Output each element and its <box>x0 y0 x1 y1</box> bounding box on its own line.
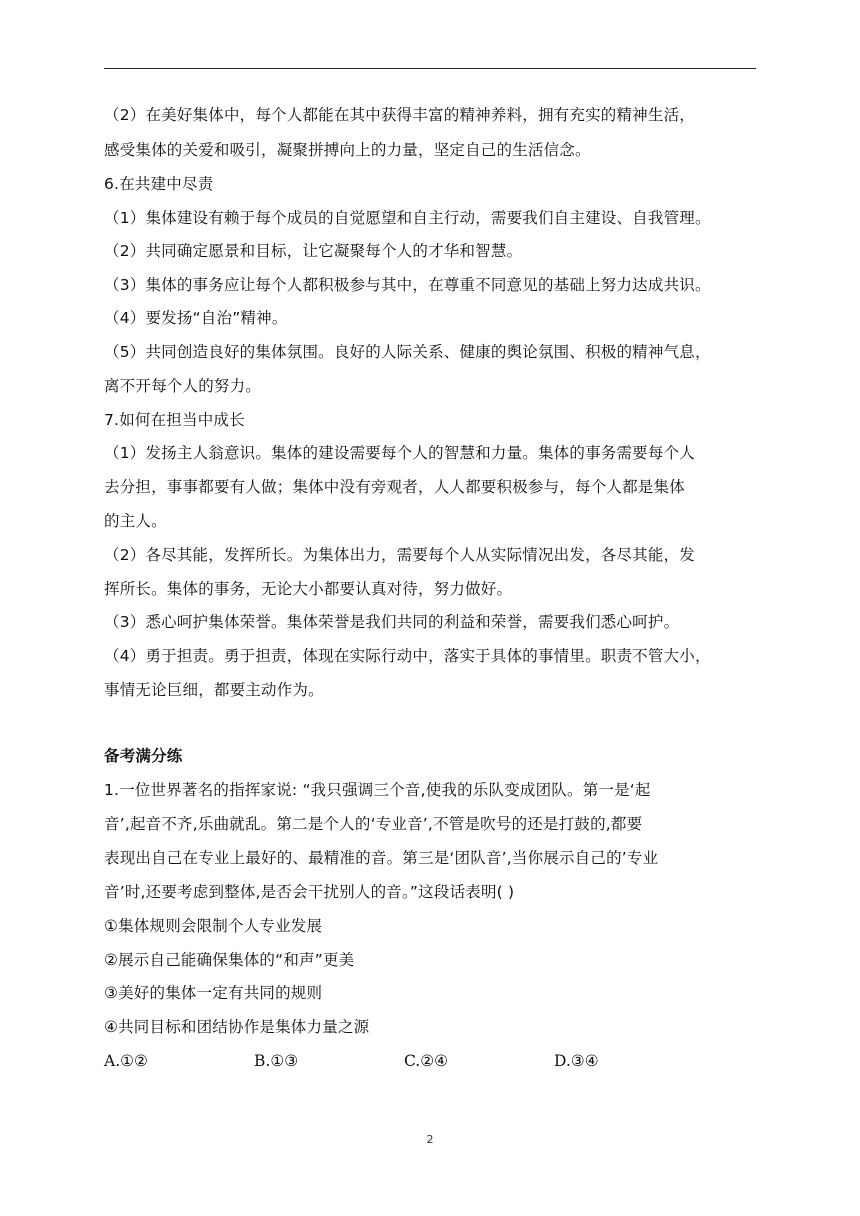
option-a: A.①② <box>104 1052 148 1070</box>
statement-4: ④共同目标和团结协作是集体力量之源 <box>104 1018 370 1036</box>
text-line: （3）集体的事务应让每个人都积极参与其中，在尊重不同意见的基础上努力达成共识。 <box>104 276 711 294</box>
text-line: （4）要发扬“自治”精神。 <box>104 309 288 327</box>
text-line: （2）在美好集体中，每个人都能在其中获得丰富的精神养料，拥有充实的精神生活， <box>104 106 695 124</box>
question-line: 1.一位世界著名的指挥家说: “我只强调三个音,使我的乐队变成团队。第一是‘起 <box>104 781 651 799</box>
text-line: （4）勇于担责。勇于担责，体现在实际行动中，落实于具体的事情里。职责不管大小， <box>104 647 711 665</box>
text-line: 感受集体的关爱和吸引，凝聚拼搏向上的力量，坚定自己的生活信念。 <box>104 141 591 159</box>
question-line: 音’,起音不齐,乐曲就乱。第二是个人的‘专业音’,不管是吹号的还是打鼓的,都要 <box>104 815 643 833</box>
section-heading: 7.如何在担当中成长 <box>104 411 245 429</box>
option-b: B.①③ <box>254 1052 299 1070</box>
text-line: （1）发扬主人翁意识。集体的建设需要每个人的智慧和力量。集体的事务需要每个人 <box>104 444 695 462</box>
statement-1: ①集体规则会限制个人专业发展 <box>104 917 323 935</box>
text-line: 挥所长。集体的事务，无论大小都要认真对待，努力做好。 <box>104 580 513 598</box>
question-line: 表现出自己在专业上最好的、最精准的音。第三是‘团队音’,当你展示自己的’专业 <box>104 849 659 867</box>
text-line: （2）共同确定愿景和目标，让它凝聚每个人的才华和智慧。 <box>104 242 523 260</box>
option-d: D.③④ <box>554 1052 599 1070</box>
question-line: 音’时,还要考虑到整体,是否会干扰别人的音。”这段话表明( ) <box>104 883 515 901</box>
statement-3: ③美好的集体一定有共同的规则 <box>104 984 323 1002</box>
text-line: （5）共同创造良好的集体氛围。良好的人际关系、健康的舆论氛围、积极的精神气息， <box>104 343 711 361</box>
page-number: 2 <box>426 1133 434 1146</box>
statement-2: ②展示自己能确保集体的“和声”更美 <box>104 951 355 969</box>
text-line: 的主人。 <box>104 512 167 530</box>
text-line: （2）各尽其能，发挥所长。为集体出力，需要每个人从实际情况出发，各尽其能，发 <box>104 546 695 564</box>
option-c: C.②④ <box>404 1052 449 1070</box>
header-rule <box>104 68 756 69</box>
text-line: 去分担，事事都要有人做；集体中没有旁观者，人人都要积极参与，每个人都是集体 <box>104 478 685 496</box>
text-line: （1）集体建设有赖于每个成员的自觉愿望和自主行动，需要我们自主建设、自我管理。 <box>104 209 711 227</box>
section-heading: 6.在共建中尽责 <box>104 175 214 193</box>
text-line: （3）悉心呵护集体荣誉。集体荣誉是我们共同的利益和荣誉，需要我们悉心呵护。 <box>104 613 680 631</box>
text-line: 离不开每个人的努力。 <box>104 377 262 395</box>
exercise-heading: 备考满分练 <box>104 747 183 765</box>
text-line: 事情无论巨细，都要主动作为。 <box>104 681 324 699</box>
